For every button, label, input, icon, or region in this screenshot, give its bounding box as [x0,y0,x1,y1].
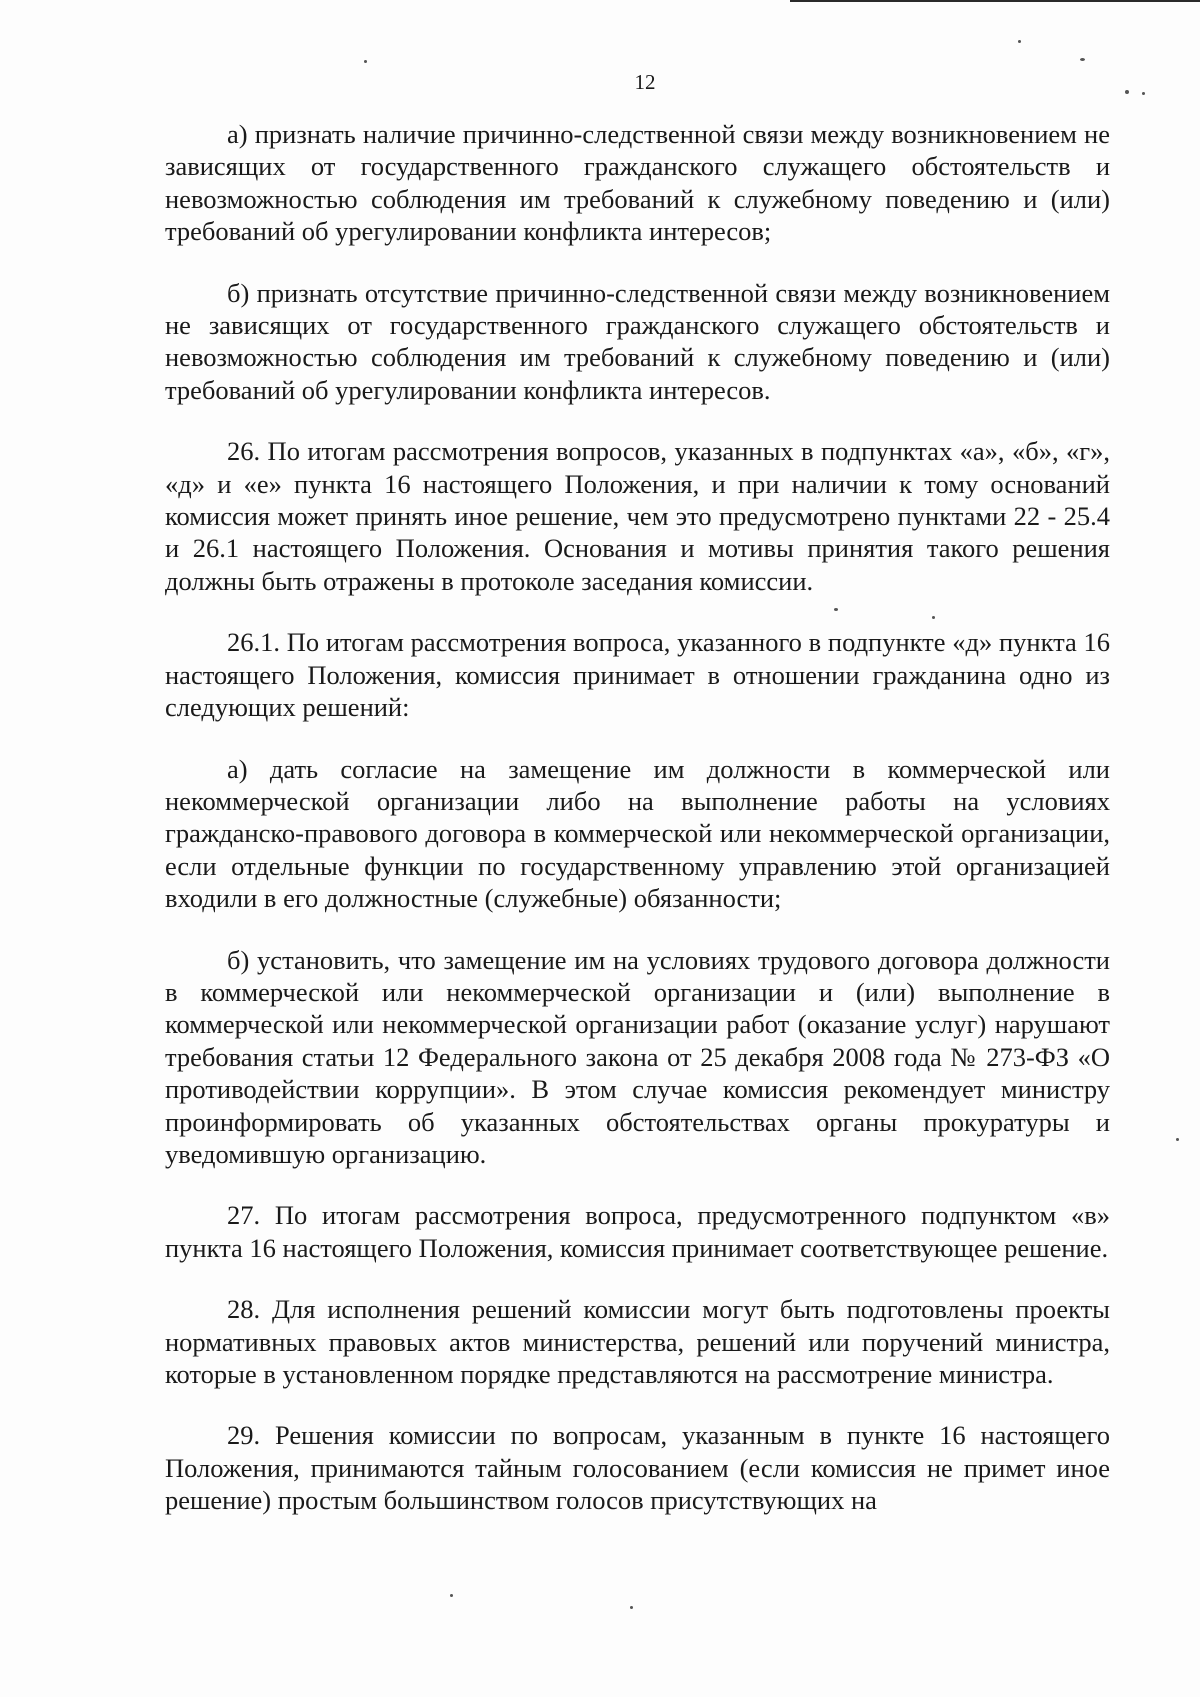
scan-speck [630,1606,633,1609]
paragraph-26-1b: б) установить, что замещение им на условиях трудового договора должности в коммерческой или некоммерческой организации и (или) выполнение в коммерческой или некоммерческой организации работ (оказание услуг) нарушают требования статьи 12 Федерального закона от 25 декабря 2008 года № 273-ФЗ «О противодействии коррупции». В этом случае комиссия рекомендует министру проинформировать об указанных обстоятельствах органы прокуратуры и уведомившую организацию. [165,944,1110,1169]
scan-speck [1018,40,1021,43]
scan-speck [1176,1138,1179,1141]
scan-edge-line [790,0,1200,2]
scan-speck [1125,90,1129,94]
scan-speck [1080,58,1085,61]
paragraph-26: 26. По итогам рассмотрения вопросов, указанных в подпунктах «а», «б», «г», «д» и «е» пункта 16 настоящего Положения, и при наличии к тому оснований комиссия может принять иное решение, чем это предусмотрено пунктами 22 - 25.4 и 26.1 настоящего Положения. Основания и мотивы принятия такого решения должны быть отражены в протоколе заседания комиссии. [165,436,1110,596]
paragraph-27: 27. По итогам рассмотрения вопроса, предусмотренного подпунктом «в» пункта 16 настоящего Положения, комиссия принимает соответствующее решение. [165,1200,1110,1263]
paragraph-25a: а) признать наличие причинно-следственной связи между возникновением не зависящих от государственного гражданского служащего обстоятельств и невозможностью соблюдения им требований к служебному поведению и (или) требований об урегулировании конфликта интересов; [165,119,1110,247]
paragraph-28: 28. Для исполнения решений комиссии могут быть подготовлены проекты нормативных правовых актов министерства, решений или поручений министра, которые в установленном порядке представляются на рассмотрение министра. [165,1294,1110,1389]
paragraph-25b: б) признать отсутствие причинно-следственной связи между возникновением не зависящих от государственного гражданского служащего обстоятельств и невозможностью соблюдения им требований к служебному поведению и (или) требований об урегулировании конфликта интересов. [165,277,1110,405]
paragraph-26-1: 26.1. По итогам рассмотрения вопроса, указанного в подпункте «д» пункта 16 настоящего Положения, комиссия принимает в отношении гражданина одно из следующих решений: [165,627,1110,723]
paragraph-26-1a: а) дать согласие на замещение им должности в коммерческой или некоммерческой организации либо на выполнение работы на условиях гражданско-правового договора в коммерческой или некоммерческой организации, если отдельные функции по государственному управлению этой организацией входили в его должностные (служебные) обязанности; [165,753,1110,914]
scan-speck [834,608,838,611]
document-body [165,118,1110,1517]
page-number: 12 [634,70,656,94]
scan-speck [450,1594,453,1597]
paragraph-29: 29. Решения комиссии по вопросам, указанным в пункте 16 настоящего Положения, принимаются тайным голосованием (если комиссия не примет иное решение) простым большинством голосов присутствующих на [165,1420,1110,1516]
scan-speck [364,60,367,63]
scan-speck [932,616,935,619]
scan-speck [1142,92,1145,95]
